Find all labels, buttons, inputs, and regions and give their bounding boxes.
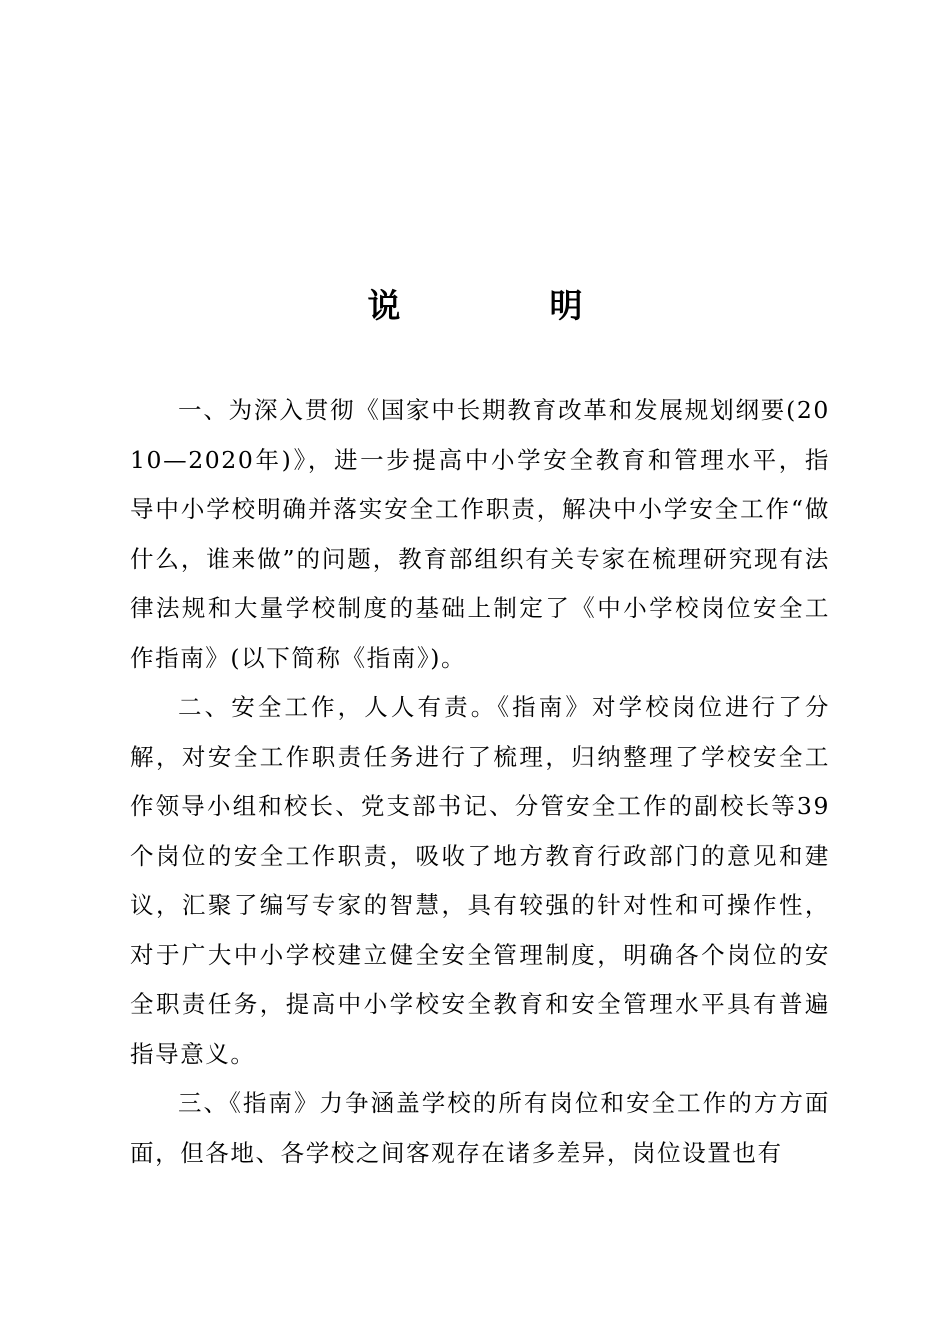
document-body	[130, 386, 830, 1178]
paragraph-3: 三、《指南》力争涵盖学校的所有岗位和安全工作的方方面面，但各地、各学校之间客观存在诸多差异，岗位设置也有	[130, 1089, 830, 1167]
paragraph-2: 二、安全工作，人人有责。《指南》对学校岗位进行了分解，对安全工作职责任务进行了梳理，归纳整理了学校安全工作领导小组和校长、党支部书记、分管安全工作的副校长等39个岗位的安全工作职责，吸收了地方教育行政部门的意见和建议，汇聚了编写专家的智慧，具有较强的针对性和可操作性，对于广大中小学校建立健全安全管理制度，明确各个岗位的安全职责任务，提高中小学校安全教育和安全管理水平具有普遍指导意义。	[130, 693, 830, 1068]
paragraph-1: 一、为深入贯彻《国家中长期教育改革和发展规划纲要(2010—2020年)》，进一步提高中小学安全教育和管理水平，指导中小学校明确并落实安全工作职责，解决中小学安全工作“做什么，谁来做”的问题，教育部组织有关专家在梳理研究现有法律法规和大量学校制度的基础上制定了《中小学校岗位安全工作指南》(以下简称《指南》)。	[130, 396, 830, 672]
document-title: 说 明	[367, 286, 641, 325]
